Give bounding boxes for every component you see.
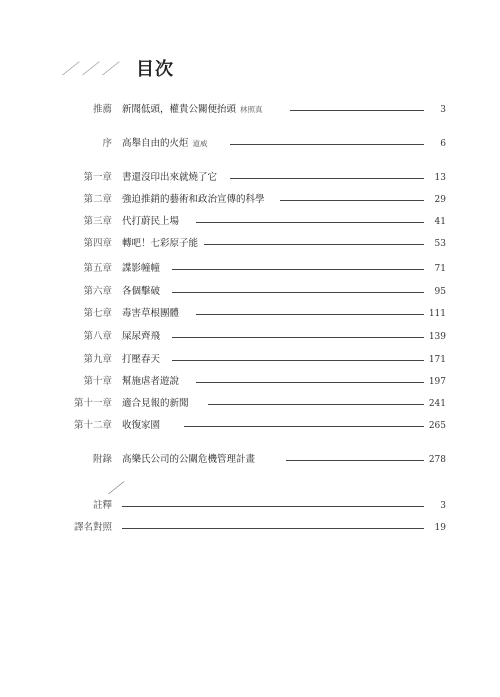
chapter-page: 71 [434, 264, 446, 274]
leader-line [286, 460, 424, 461]
entry-title: 新聞低頭，權貴公關便抬頭 林照真 [122, 103, 269, 117]
backmatter-label: 譯名對照 [73, 522, 112, 533]
leader-line [172, 292, 424, 293]
chapter-label: 第二章 [83, 194, 112, 205]
toc-entry-chapter-1[interactable] [0, 171, 500, 185]
section-divider-slash: ／ [108, 481, 122, 497]
toc-entry-chapter-2[interactable] [0, 193, 500, 207]
toc-entry-chapter-12[interactable] [0, 419, 500, 433]
leader-line [208, 404, 424, 405]
entry-label: 序 [102, 138, 112, 149]
chapter-page: 53 [434, 239, 446, 249]
entry-author: 林照真 [240, 105, 263, 114]
leader-line [200, 244, 424, 245]
leader-line [196, 222, 424, 223]
entry-label: 推薦 [92, 104, 112, 115]
chapter-title: 幫施虐者遊說 [122, 375, 185, 389]
toc-header [62, 56, 174, 80]
toc-entry-appendix[interactable] [0, 453, 500, 467]
chapter-page: 139 [428, 332, 446, 342]
appendix-label: 附錄 [92, 454, 112, 465]
chapter-page: 197 [428, 377, 446, 387]
chapter-page: 265 [428, 421, 446, 431]
toc-entry-chapter-10[interactable] [0, 375, 500, 389]
page-title: 目次 [136, 59, 175, 80]
leader-line [122, 506, 424, 507]
leader-line [230, 178, 424, 179]
chapter-page: 241 [428, 399, 446, 409]
decorative-slashes: ／／／ [62, 59, 123, 78]
chapter-label: 第八章 [83, 331, 112, 342]
appendix-page: 278 [428, 455, 446, 465]
entry-page: 3 [440, 105, 446, 115]
chapter-label: 第七章 [83, 308, 112, 319]
leader-line [290, 110, 424, 111]
backmatter-page: 19 [434, 523, 446, 533]
chapter-title: 強迫推銷的藝術和政治宣傳的科學 [122, 193, 271, 207]
chapter-label: 第十一章 [73, 398, 112, 409]
leader-line [172, 337, 424, 338]
chapter-title: 打壓春天 [122, 353, 166, 367]
chapter-label: 第六章 [83, 286, 112, 297]
chapter-page: 41 [434, 217, 446, 227]
leader-line [196, 382, 424, 383]
chapter-page: 95 [434, 287, 446, 297]
toc-entry-chapter-8[interactable] [0, 330, 500, 344]
backmatter-page: 3 [440, 501, 446, 511]
leader-line [280, 200, 424, 201]
chapter-label: 第九章 [83, 354, 112, 365]
chapter-label: 第十章 [83, 376, 112, 387]
chapter-page: 111 [428, 309, 446, 319]
entry-author: 道威 [192, 139, 208, 148]
chapter-label: 第一章 [83, 172, 112, 183]
toc-entry-glossary[interactable] [0, 521, 500, 535]
leader-line [172, 360, 424, 361]
toc-entry-chapter-3[interactable] [0, 215, 500, 229]
leader-line [184, 426, 424, 427]
toc-entry-chapter-7[interactable] [0, 307, 500, 321]
leader-line [172, 269, 424, 270]
leader-line [230, 144, 424, 145]
backmatter-label: 註釋 [92, 500, 112, 511]
chapter-title: 適合見報的新聞 [122, 397, 195, 411]
chapter-label: 第三章 [83, 216, 112, 227]
chapter-title: 收復家園 [122, 419, 166, 433]
appendix-title: 高樂氏公司的公關危機管理計畫 [122, 453, 261, 467]
entry-page: 6 [440, 139, 446, 149]
toc-entry-notes[interactable] [0, 499, 500, 513]
chapter-title: 轉吧！七彩原子能 [122, 237, 204, 251]
chapter-title: 諜影幢幢 [122, 262, 166, 276]
chapter-title: 屎尿齊飛 [122, 330, 166, 344]
chapter-page: 29 [434, 195, 446, 205]
chapter-title: 毒害草根團體 [122, 307, 185, 321]
chapter-page: 13 [434, 173, 446, 183]
chapter-page: 171 [428, 355, 446, 365]
chapter-label: 第五章 [83, 263, 112, 274]
leader-line [196, 314, 424, 315]
leader-line [122, 528, 424, 529]
toc-entry-foreword[interactable] [0, 137, 500, 151]
chapter-label: 第十二章 [73, 420, 112, 431]
toc-entry-chapter-4[interactable] [0, 237, 500, 251]
entry-title: 高舉自由的火炬 道威 [122, 137, 214, 151]
chapter-title: 各個擊破 [122, 285, 166, 299]
toc-entry-recommendation[interactable] [0, 103, 500, 117]
chapter-label: 第四章 [83, 238, 112, 249]
chapter-title: 代打蔚民上場 [122, 215, 185, 229]
toc-entry-chapter-6[interactable] [0, 285, 500, 299]
toc-entry-chapter-11[interactable] [0, 397, 500, 411]
chapter-title: 書還沒印出來就燒了它 [122, 171, 223, 185]
toc-entry-chapter-9[interactable] [0, 353, 500, 367]
toc-entry-chapter-5[interactable] [0, 262, 500, 276]
